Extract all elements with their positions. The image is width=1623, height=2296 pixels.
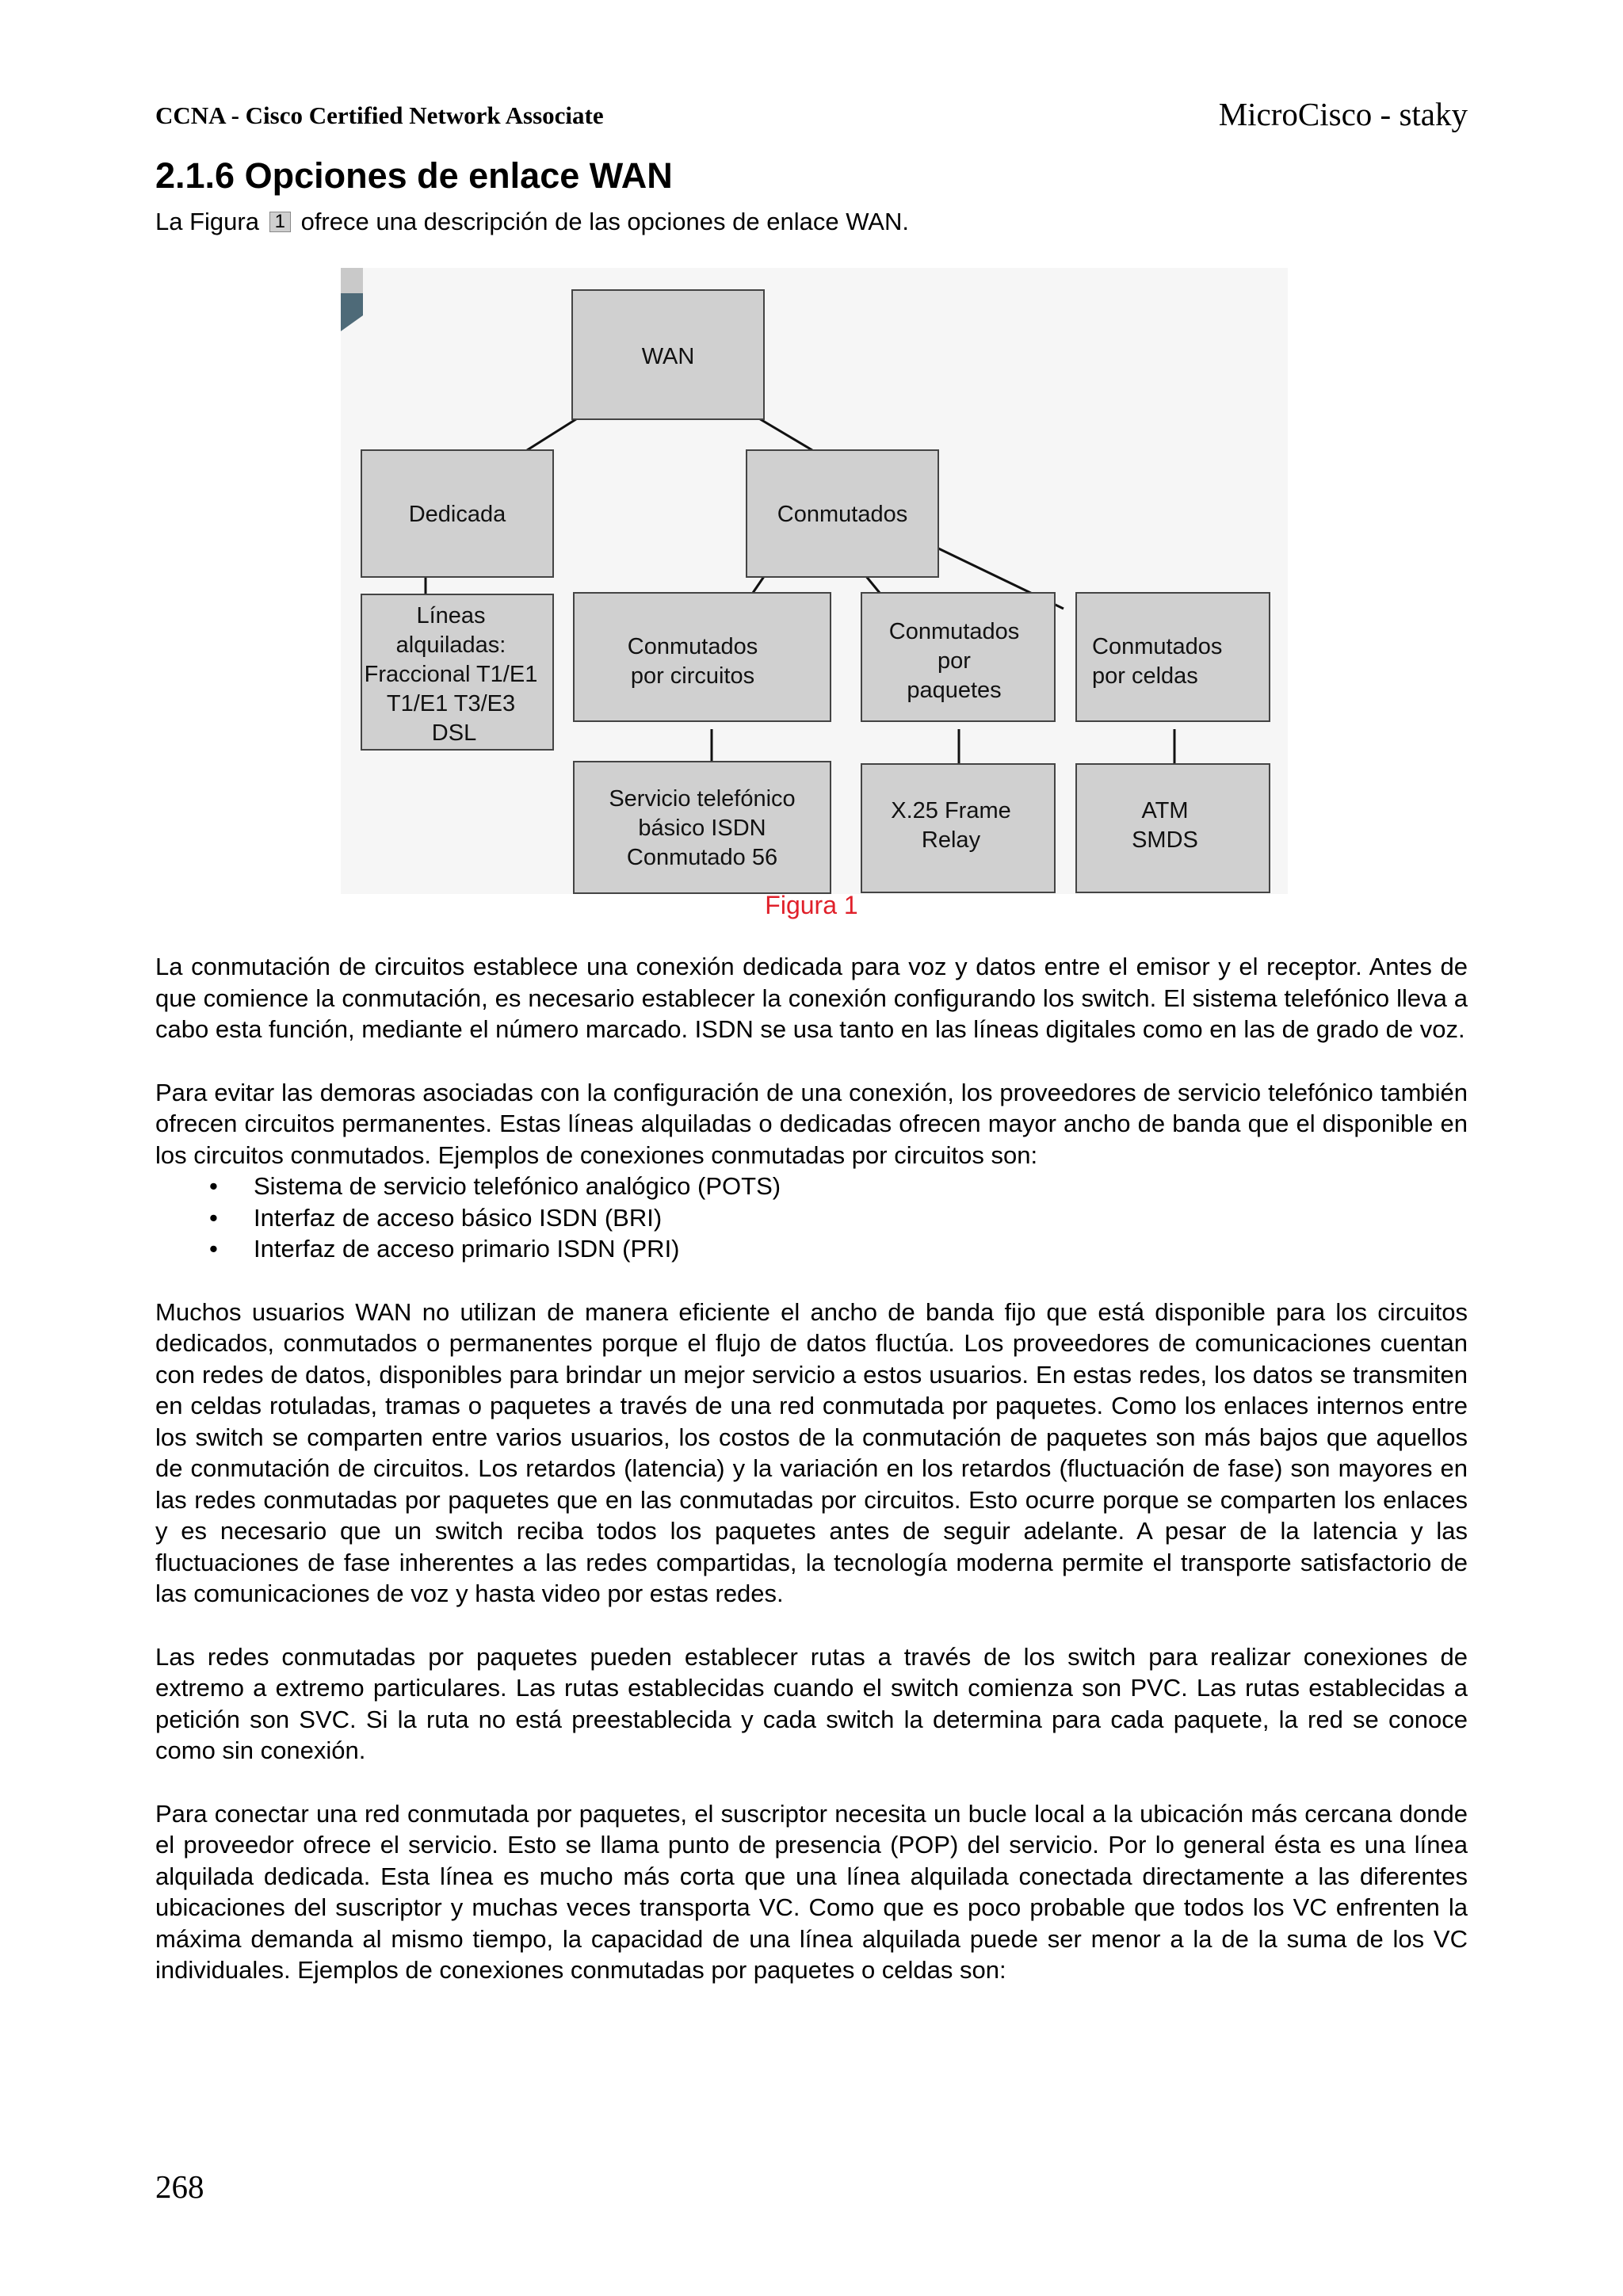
- packet-line-1: Conmutados: [888, 619, 1020, 644]
- paragraph: Para evitar las demoras asociadas con la configuración de una conexión, los proveedores de servicio telefónico también ofrecen circuitos permanentes. Estas líneas alquiladas o dedicadas ofrecen mayor ancho de banda que el disponible en los circuitos conmutados. Ejemplos de conexiones conmutadas por circuitos son:: [155, 1078, 1468, 1169]
- circuit-example-1: Servicio telefónico: [609, 786, 796, 812]
- leased-line-5: DSL: [431, 720, 477, 746]
- dedicada-label: Dedicada: [408, 502, 506, 527]
- packet-line-3: paquetes: [907, 678, 1002, 703]
- section-title: 2.1.6 Opciones de enlace WAN: [155, 155, 673, 196]
- list-item: • Interfaz de acceso básico ISDN (BRI): [254, 1202, 1468, 1234]
- paragraph: La conmutación de circuitos establece una conexión dedicada para voz y datos entre el emisor y el receptor. Antes de que comience la conmutación, es necesario establecer la conexión configurando los switch. El sistema telefónico lleva a cabo esta función, mediante el número marcado. ISDN se usa tanto en las líneas digitales como en las de grado de voz.: [155, 953, 1468, 1043]
- bullet-list: [155, 1171, 1468, 1265]
- packet-example-1: X.25 Frame: [891, 798, 1011, 823]
- paragraph: Muchos usuarios WAN no utilizan de manera eficiente el ancho de banda fijo que está disponible para los circuitos dedicados, conmutados o permanentes porque el flujo de datos fluctúa. Los proveedores de comunicaciones cuentan con redes de datos, disponibles para brindar un mejor servicio a estos usuarios. En estas redes, los datos se transmiten en celdas rotuladas, tramas o paquetes a través de una red conmutada por paquetes. Como los enlaces internos entre los switch se comparten entre varios usuarios, los costos de la conmutación de paquetes son más bajos que aquellos de conmutación de circuitos. Los retardos (latencia) y la variación en los retardos (fluctuación de fase) son mayores en las redes conmutadas por paquetes que en las conmutadas por circuitos. Esto ocurre porque se comparten los enlaces y es necesario que un switch reciba todos los paquetes antes de seguir adelante. A pesar de la latencia y las fluctuaciones de fase inherentes a las redes compartidas, la tecnología moderna permite el transporte satisfactorio de las comunicaciones de voz y hasta video por estas redes.: [155, 1297, 1468, 1607]
- intro-after: ofrece una descripción de las opciones de enlace WAN.: [300, 208, 909, 235]
- wan-label: WAN: [641, 344, 695, 369]
- conmutados-label: Conmutados: [777, 502, 908, 527]
- circuit-line-1: Conmutados: [627, 634, 758, 659]
- running-header-left: CCNA - Cisco Certified Network Associate: [155, 101, 604, 129]
- leased-line-3: Fraccional T1/E1: [364, 662, 538, 687]
- circuit-line-2: por circuitos: [630, 663, 755, 689]
- figure-caption: Figura 1: [765, 891, 858, 919]
- list-item: • Interfaz de acceso primario ISDN (PRI): [254, 1233, 1468, 1265]
- paragraph: Las redes conmutadas por paquetes pueden establecer rutas a través de los switch para realizar conexiones de extremo a extremo particulares. Las rutas establecidas cuando el switch comienza son PVC. Las rutas establecidas a petición son SVC. Si la ruta no está preestablecida y cada switch la determina para cada paquete, la red se conoce como sin conexión.: [155, 1642, 1468, 1764]
- leased-line-1: Líneas: [416, 603, 486, 628]
- cell-line-1: Conmutados: [1092, 634, 1223, 659]
- leased-line-4: T1/E1 T3/E3: [386, 691, 516, 716]
- leased-line-2: alquiladas:: [395, 632, 506, 658]
- wan-options-diagram: [341, 268, 1288, 894]
- circuit-example-2: básico ISDN: [638, 816, 766, 841]
- running-header-right: MicroCisco - staky: [1218, 96, 1468, 132]
- body-text: [155, 951, 1468, 2018]
- cell-example-1: ATM: [1141, 798, 1189, 823]
- corner-decoration: [341, 268, 363, 293]
- figure-reference-badge[interactable]: 1: [269, 212, 291, 232]
- packet-line-2: por: [938, 648, 971, 674]
- intro-line: [155, 208, 909, 236]
- paragraph: Para conectar una red conmutada por paquetes, el suscriptor necesita un bucle local a la ubicación más cercana donde el proveedor ofrece el servicio. Esto se llama punto de presencia (POP) del servicio. Por lo general ésta es una línea alquilada dedicada. Esta línea es mucho más corta que una línea alquilada conectada directamente a las diferentes ubicaciones del suscriptor y muchas veces transporta VC. Como que es poco probable que todos los VC enfrenten la máxima demanda al mismo tiempo, la capacidad de una línea alquilada puede ser menor a la de la suma de los VC individuales. Ejemplos de conexiones conmutadas por paquetes o celdas son:: [155, 1799, 1468, 1984]
- page-number: 268: [155, 2168, 204, 2205]
- cell-example-2: SMDS: [1132, 827, 1198, 853]
- cell-line-2: por celdas: [1092, 663, 1198, 689]
- list-item: • Sistema de servicio telefónico analógico (POTS): [254, 1171, 1468, 1202]
- packet-example-2: Relay: [921, 827, 981, 853]
- circuit-example-3: Conmutado 56: [626, 845, 778, 870]
- intro-before: La Figura: [155, 208, 259, 235]
